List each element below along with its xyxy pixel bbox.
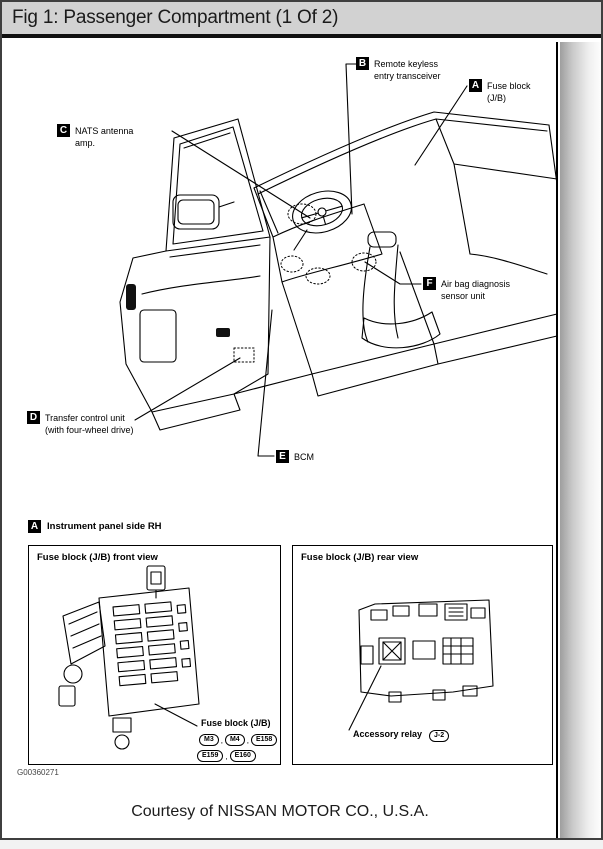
callout-nats-antenna — [57, 124, 133, 149]
separator: , — [246, 735, 249, 745]
figure-code: G00360271 — [17, 768, 59, 777]
header-badge-a: A — [28, 520, 41, 533]
connector-badge-e159: E159 — [197, 750, 223, 762]
connector-badge-e160: E160 — [230, 750, 256, 762]
figure-title: Fig 1: Passenger Compartment (1 Of 2) — [12, 7, 339, 28]
callout-label: Fuse block (J/B) — [487, 81, 531, 103]
fuse-block-front-view-panel — [28, 545, 281, 765]
callout-label: Remote keyless entry transceiver — [374, 59, 441, 81]
callout-label: Transfer control unit (with four-wheel drive) — [45, 413, 134, 435]
callout-badge-a: A — [469, 79, 482, 92]
connector-badge-m4: M4 — [225, 734, 245, 746]
callout-bcm — [276, 450, 314, 463]
connector-badge-m3: M3 — [199, 734, 219, 746]
fuse-block-front-art — [29, 546, 282, 766]
callout-fuse-block — [469, 79, 531, 104]
figure-content — [2, 42, 601, 838]
callout-airbag-sensor — [423, 277, 510, 302]
front-view-title: Fuse block (J/B) front view — [37, 552, 158, 563]
callout-badge-f: F — [423, 277, 436, 290]
callout-transfer-control — [27, 411, 134, 436]
footer — [2, 803, 558, 821]
callout-badge-c: C — [57, 124, 70, 137]
callout-badge-e: E — [276, 450, 289, 463]
detail-section-label: Instrument panel side RH — [47, 521, 162, 532]
relay-badge-j2: J-2 — [429, 730, 449, 742]
detail-section-header — [28, 520, 162, 533]
accessory-relay-label: Accessory relay — [353, 729, 423, 739]
fuse-block-rear-art — [293, 546, 554, 766]
callout-remote-keyless — [356, 57, 441, 82]
connector-row-1 — [199, 734, 277, 746]
callout-label: BCM — [294, 452, 314, 462]
fuse-block-rear-view-panel — [292, 545, 553, 765]
fuse-block-pointer-label: Fuse block (J/B) — [201, 718, 271, 728]
connector-row-2 — [197, 750, 256, 762]
callout-badge-d: D — [27, 411, 40, 424]
callout-label: Air bag diagnosis sensor unit — [441, 279, 511, 301]
page-edge-shadow — [560, 42, 601, 838]
connector-badge-e158: E158 — [251, 734, 277, 746]
scanned-page — [2, 42, 558, 838]
separator: , — [220, 735, 223, 745]
courtesy-credit: Courtesy of NISSAN MOTOR CO., U.S.A. — [131, 803, 429, 820]
figure-titlebar — [2, 2, 601, 38]
separator: , — [225, 751, 228, 761]
callout-badge-b: B — [356, 57, 369, 70]
rear-view-title: Fuse block (J/B) rear view — [301, 552, 419, 563]
callout-label: NATS antenna amp. — [75, 126, 134, 148]
